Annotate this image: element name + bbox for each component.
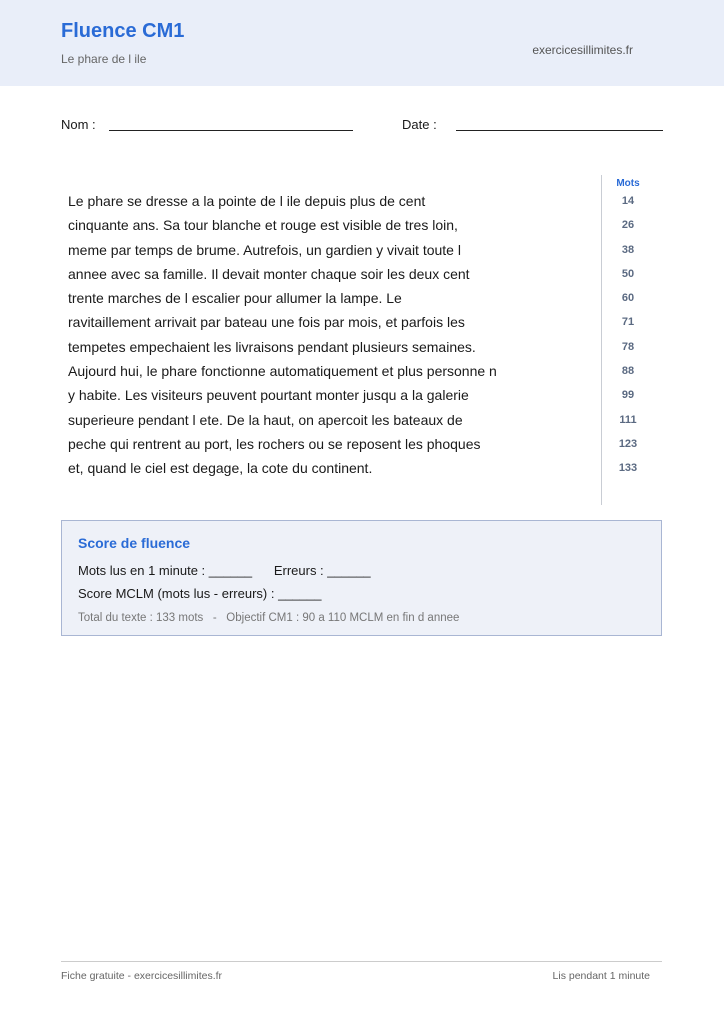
word-count: 111: [619, 413, 637, 426]
text-line: peche qui rentrent au port, les rochers ou se reposent les phoques: [68, 435, 481, 452]
footer-right-text: Lis pendant 1 minute: [552, 970, 650, 982]
footer-left-text: Fiche gratuite - exercicesillimites.fr: [61, 970, 223, 982]
header-banner: [0, 0, 724, 86]
word-count-column: [603, 177, 653, 475]
words-read-errors-line: Mots lus en 1 minute : ______ Erreurs : ______: [78, 563, 371, 578]
page-title: Fluence CM1: [61, 20, 185, 42]
site-name: exercicesillimites.fr: [532, 43, 633, 57]
word-count: 78: [621, 340, 635, 353]
word-count-divider: [601, 175, 602, 505]
text-line: ravitaillement arrivait par bateau une fois par mois, et parfois les: [68, 314, 465, 331]
score-note: Total du texte : 133 mots - Objectif CM1 : 90 a 110 MCLM en fin d annee: [78, 612, 460, 624]
text-line: superieure pendant l ete. De la haut, on apercoit les bateaux de: [68, 411, 463, 428]
word-count: 26: [621, 219, 635, 232]
reading-text: [68, 189, 598, 481]
page-subtitle: Le phare de l ile: [61, 52, 147, 66]
text-line: y habite. Les visiteurs peuvent pourtant monter jusqu a la galerie: [68, 387, 469, 404]
mclm-score-line: Score MCLM (mots lus - erreurs) : ______: [78, 586, 322, 601]
date-label: Date :: [402, 117, 437, 132]
text-line: Le phare se dresse a la pointe de l ile depuis plus de cent: [68, 193, 426, 209]
text-line: et, quand le ciel est degage, la cote du continent.: [68, 460, 373, 477]
text-line: tempetes empechaient les livraisons pendant plusieurs semaines.: [68, 338, 476, 355]
score-box: [61, 520, 662, 636]
word-count: 14: [621, 195, 635, 207]
score-title: Score de fluence: [78, 535, 191, 551]
text-line: trente marches de l escalier pour allumer la lampe. Le: [68, 290, 402, 307]
text-line: Aujourd hui, le phare fonctionne automatiquement et plus personne n: [68, 363, 497, 380]
word-count: 123: [618, 437, 638, 450]
footer-divider: [61, 961, 662, 962]
text-line: cinquante ans. Sa tour blanche et rouge est visible de tres loin,: [68, 217, 458, 234]
word-count-header: Mots: [616, 178, 640, 189]
name-blank-line: [109, 130, 353, 131]
word-count: 60: [621, 292, 635, 305]
text-line: annee avec sa famille. Il devait monter chaque soir les deux cent: [68, 265, 470, 282]
word-count: 38: [621, 243, 635, 256]
word-count: 99: [621, 389, 635, 402]
word-count: 71: [621, 316, 635, 329]
text-line: meme par temps de brume. Autrefois, un gardien y vivait toute l: [68, 241, 461, 258]
word-count: 50: [621, 267, 635, 280]
word-count: 88: [621, 365, 635, 378]
word-count: 133: [618, 462, 638, 475]
date-blank-line: [456, 130, 663, 131]
name-label: Nom :: [61, 117, 96, 132]
